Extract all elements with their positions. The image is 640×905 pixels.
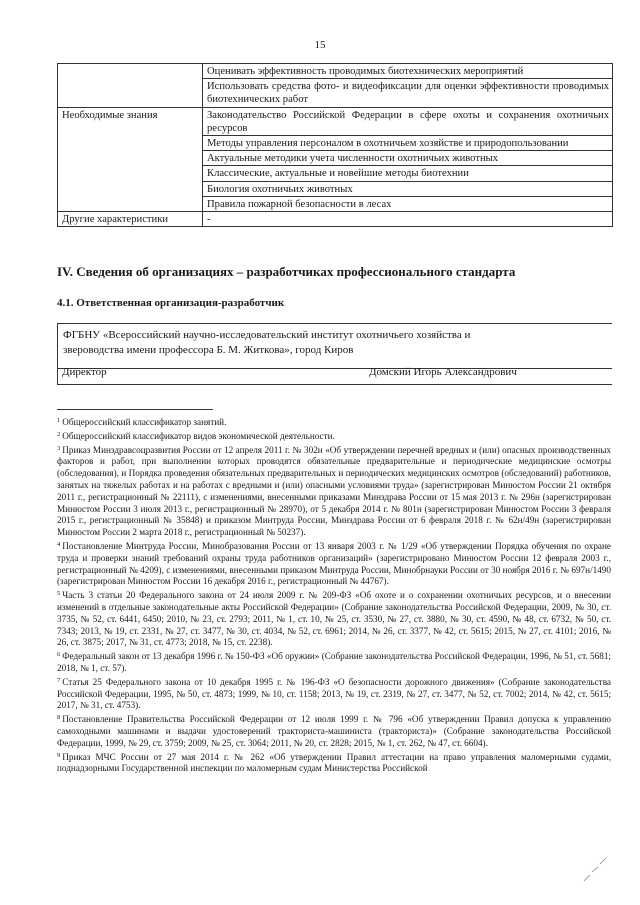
footnote-number: 9 (57, 751, 61, 759)
footnote-number: 2 (57, 430, 61, 438)
row-label (58, 79, 203, 107)
row-value: Классические, актуальные и новейшие методы биотехнии (203, 166, 613, 181)
divider (58, 368, 612, 369)
footnote-number: 7 (57, 676, 61, 684)
table-row (58, 107, 613, 135)
footnote (57, 712, 611, 749)
row-value: Использовать средства фото- и видеофиксации для оценки эффективности проводимых биотехнических работ (203, 79, 613, 107)
subsection-title: 4.1. Ответственная организация-разработчик (57, 297, 285, 309)
footnote-text: Постановление Минтруда России, Минобразования России от 13 января 2003 г. № 1/29 «Об утверждении Порядка обучения по охране труда и проверки знаний требований охраны труда работников организаций» (зарегистрировано Минюстом России 12 февраля 2003 г., регистрационный № 4209), с изменениями, внесенными приказом Минтруда России, Минобрнауки России от 30 ноября 2016 г. № 697н/1490 (зарегистрирован Минюстом России 16 декабря 2016 г., регистрационный № 44767). (57, 540, 611, 587)
footnote (57, 675, 611, 712)
footnote (57, 649, 611, 675)
footnote-text: Приказ МЧС России от 27 мая 2014 г. № 262 «Об утверждении Правил аттестации на право управления маломерными судами, поднадзорными Государственной инспекции по маломерным судам Министерства Российской (57, 751, 611, 774)
footnote-text: Общероссийский классификатор занятий. (62, 417, 227, 427)
table-row (58, 64, 613, 79)
row-value: Законодательство Российской Федерации в сфере охоты и сохранения охотничьих ресурсов (203, 107, 613, 135)
table-row (58, 151, 613, 166)
row-value: Актуальные методики учета численности охотничьих животных (203, 151, 613, 166)
row-value: Методы управления персоналом в охотничьем хозяйстве и природопользовании (203, 136, 613, 151)
footnote-number: 3 (57, 444, 61, 452)
row-value: Биология охотничьих животных (203, 181, 613, 196)
section-title: IV. Сведения об организациях – разработчиках профессионального стандарта (57, 264, 516, 279)
organization-name-line: звероводства имени профессора Б. М. Житкова», город Киров (63, 344, 354, 356)
row-label: Другие характеристики (58, 212, 203, 227)
footnote-number: 6 (57, 651, 61, 659)
footnote-separator (57, 409, 213, 410)
row-value: Оценивать эффективность проводимых биотехнических мероприятий (203, 64, 613, 79)
footnote-number: 5 (57, 590, 61, 598)
row-label (58, 64, 203, 79)
footnote-text: Часть 3 статьи 20 Федерального закона от 24 июля 2009 г. № 209-ФЗ «Об охоте и о сохранении охотничьих ресурсов, и о внесении изменений в отдельные законодательные акты Российской Федерации» (Собрание законодательства Российской Федерации, 2009, № 30, ст. 3735, № 52, ст. 6441, 6450; 2010, № 23, ст. 2793; 2011, № 1, ст. 10, № 25, ст. 3530, № 27, ст. 3880, № 30, ст. 4590, № 48, ст. 6732, № 50, ст. 7343; 2013, № 19, ст. 2331, № 27, ст. 3477, № 30, ст. 4034, № 52, ст. 6961; 2014, № 26, ст. 3377, № 42, ст. 5615; 2015, № 27, ст. 4101; 2016, № 26, ст. 3875; 2017, № 31, ст. 4773; 2018, № 15, ст. 2238). (57, 590, 611, 648)
organization-box (57, 323, 612, 385)
footnote-text: Общероссийский классификатор видов экономической деятельности. (62, 430, 335, 441)
footnote-text: Постановление Правительства Российской Федерации от 12 июля 1999 г. № 796 «Об утверждении Правил допуска к управлению самоходными машинами и выдачи удостоверений тракториста-машиниста (тракториста)» (Собрание законодательства Российской Федерации, 1999, № 29, ст. 3759; 2009, № 25, ст. 3064; 2011, № 20, ст. 2828; 2015, № 1, ст. 262, № 47, ст. 6604). (57, 714, 611, 748)
director-position: Директор (62, 366, 107, 378)
footnote (57, 539, 611, 588)
footnotes (57, 415, 611, 775)
row-label (58, 196, 203, 211)
row-value: Правила пожарной безопасности в лесах (203, 196, 613, 211)
footnote-number: 4 (57, 540, 61, 548)
row-label (58, 181, 203, 196)
footnote-text: Приказ Минздравсоцразвития России от 12 апреля 2011 г. № 302н «Об утверждении перечней вредных и (или) опасных производственных факторов и работ, при выполнении которых проводятся обязательные предварительные и периодические медицинские осмотры (обследования), и Порядка проведения обязательных предварительных и периодических медицинских осмотров (обследований) работников, занятых на тяжелых работах и на работах с вредными и (или) опасными условиями труда» (зарегистрирован Минюстом России 21 октября 2011 г., регистрационный № 22111), с изменениями, внесенными приказами Минздрава России от 15 мая 2013 г. № 296н (зарегистрирован Минюстом России 3 июля 2013 г., регистрационный № 28970), от 5 декабря 2014 г. № 801н (зарегистрирован Минюстом России 3 февраля 2015 г., регистрационный № 35848) и приказом Минтруда России, Минздрава России от 6 февраля 2018 г. № 62н/49н (зарегистрирован Минюстом России 2 марта 2018 г., регистрационный № 50237). (57, 444, 611, 538)
row-label (58, 136, 203, 151)
footnote (57, 750, 611, 776)
footnote (57, 588, 611, 649)
footnote (57, 429, 611, 443)
row-value: - (203, 212, 613, 227)
footnote (57, 443, 611, 539)
footnote-text: Статья 25 Федерального закона от 10 декабря 1995 г. № 196-ФЗ «О безопасности дорожного движения» (Собрание законодательства Российской Федерации, 1995, № 50, ст. 4873; 1999, № 10, ст. 1158; 2013, № 19, ст. 2319, № 27, ст. 3477, № 52, ст. 7002; 2014, № 42, ст. 5615; 2017, № 31, ст. 4753). (57, 676, 611, 711)
footnote-text: Федеральный закон от 13 декабря 1996 г. № 150-ФЗ «Об оружии» (Собрание законодательства Российской Федерации, 1996, № 51, ст. 5681; 2018, № 1, ст. 57). (57, 651, 611, 673)
page-number: 15 (314, 39, 326, 51)
table-row (58, 196, 613, 211)
row-label (58, 166, 203, 181)
table-row (58, 212, 613, 227)
table-row (58, 166, 613, 181)
organization-name-line: ФГБНУ «Всероссийский научно-исследовательский институт охотничьего хозяйства и (63, 329, 471, 341)
table-row (58, 181, 613, 196)
footnote-number: 1 (57, 417, 61, 424)
pen-mark-icon (580, 855, 610, 885)
director-name: Домский Игорь Александрович (369, 366, 517, 378)
table-row (58, 136, 613, 151)
footnote (57, 415, 611, 429)
requirements-table (57, 63, 613, 227)
row-label (58, 151, 203, 166)
table-row (58, 79, 613, 107)
row-label: Необходимые знания (58, 107, 203, 135)
footnote-number: 8 (57, 714, 61, 722)
